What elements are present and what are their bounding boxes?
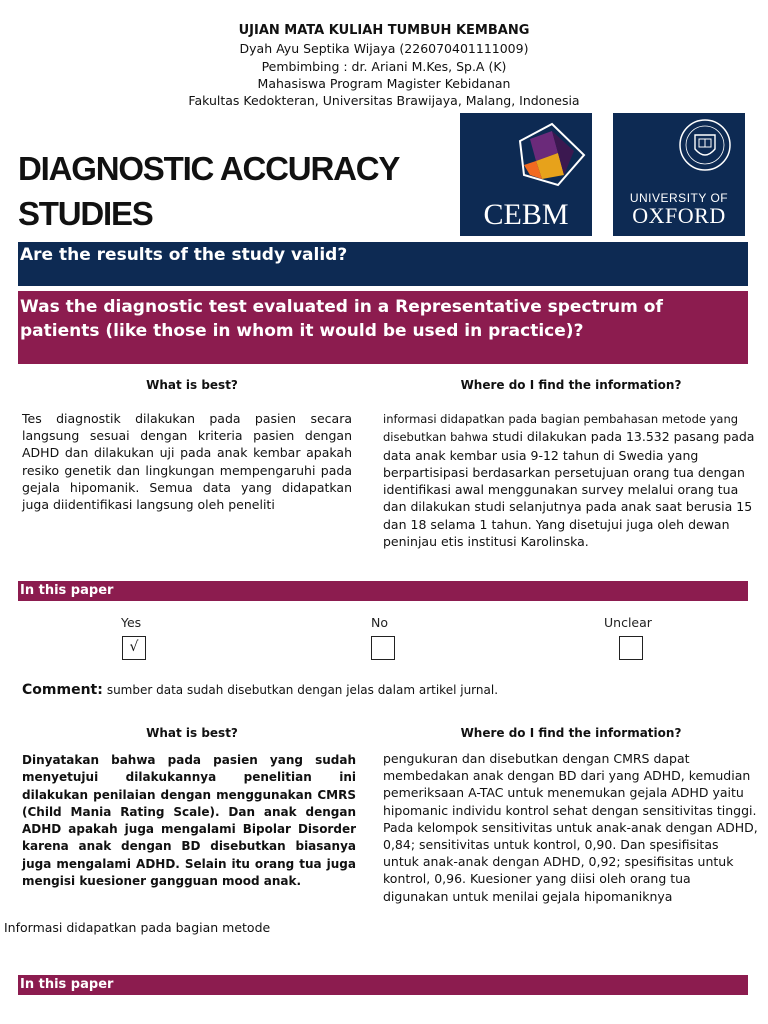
option-no-label: No	[371, 615, 388, 630]
what-is-best-heading: What is best?	[146, 378, 238, 392]
validity-question-banner: Are the results of the study valid?	[18, 242, 748, 286]
cebm-logo	[460, 113, 592, 236]
check-mark-icon: √	[129, 639, 139, 655]
where-info-heading-2: Where do I find the information?	[460, 726, 682, 740]
in-this-paper-banner-2: In this paper	[18, 975, 748, 995]
page-title: DIAGNOSTIC ACCURACY STUDIES	[18, 150, 399, 232]
cebm-emblem-icon	[460, 113, 592, 236]
what-is-best-heading-2: What is best?	[146, 726, 238, 740]
where-info-text-2: pengukuran dan disebutkan dengan CMRS dapat membedakan anak dengan BD dari yang ADHD, kemudian pemeriksaan A-TAC untuk menemukan gejala ADHD yaitu hipomanic individu kontrol sehat dengan sensitivitas tinggi. Pada kelompok sensitivitas untuk anak-anak dengan ADHD, 0,84; sensitivitas untuk kontrol, 0,90. Dan spesifisitas untuk anak-anak dengan ADHD, 0,92; spesifisitas untuk kontrol, 0,96. Kuesioner yang diisi oleh orang tua digunakan untuk menilai gejala hipomaniknya	[383, 751, 758, 904]
supervisor-line: Pembimbing : dr. Ariani M.Kes, Sp.A (K)	[261, 59, 507, 74]
exam-title: UJIAN MATA KULIAH TUMBUH KEMBANG	[238, 23, 530, 38]
oxford-logo-bottom-text: OXFORD	[632, 203, 726, 228]
where-info-body: studi dilakukan pada 13.532 pasang pada data anak kembar usia 9-12 tahun di Swedia yang berpartisipasi berdasarkan persetujuan orang tua dengan identifikasi awal menggunakan survey melalui orang tua dan dilakukan studi selanjutnya pada anak saat berusia 15 dan 18 selama 1 tahun. Yang disetujui juga oleh dewan peninjau etis institusi Karolinska.	[383, 429, 755, 550]
comment-label: Comment:	[22, 682, 103, 698]
what-is-best-text: Tes diagnostik dilakukan pada pasien secara langsung sesuai dengan kriteria pasien dengan ADHD dan dilakukan uji pada anak kembar apakah resiko genetik dan lingkungan mempengaruhi pada gejala hipomanik. Semua data yang didapatkan juga diidentifikasi langsung oleh peneliti	[22, 411, 352, 513]
option-unclear-checkbox[interactable]	[619, 636, 643, 660]
program-line: Mahasiswa Program Magister Kebidanan	[257, 76, 511, 91]
faculty-line: Fakultas Kedokteran, Universitas Brawijaya, Malang, Indonesia	[188, 93, 580, 108]
author-line: Dyah Ayu Septika Wijaya (226070401111009)	[239, 41, 529, 56]
oxford-logo-top-text: UNIVERSITY OF	[629, 191, 729, 205]
cebm-logo-text: CEBM	[483, 198, 569, 231]
where-info-text	[383, 410, 755, 550]
oxford-crest-icon	[613, 113, 745, 236]
option-yes-label: Yes	[121, 615, 142, 630]
what-is-best-text-2: Dinyatakan bahwa pada pasien yang sudah menyetujui dilakukannya penelitian ini dilakukan penilaian dengan menggunakan CMRS (Child Mania Rating Scale). Dan anak dengan ADHD apakah juga mengalami Bipolar Disorder karena anak dengan BD disebutkan biasanya juga mengalami ADHD. Selain itu orang tua juga mengisi kuesioner gangguan mood anak.	[22, 753, 356, 889]
where-info-heading: Where do I find the information?	[460, 378, 682, 392]
option-unclear-label: Unclear	[604, 615, 652, 630]
spectrum-question-banner: Was the diagnostic test evaluated in a Representative spectrum of patients (like those in whom it would be used in practice)?	[18, 291, 748, 364]
where-info-intro: informasi didapatkan pada bagian pembahasan metode yang disebutkan bahwa	[383, 412, 739, 445]
option-yes-checkbox[interactable]	[122, 636, 146, 660]
in-this-paper-banner: In this paper	[18, 581, 748, 601]
oxford-logo	[613, 113, 745, 236]
method-note-text: Informasi didapatkan pada bagian metode	[4, 920, 271, 935]
comment-text: sumber data sudah disebutkan dengan jelas dalam artikel jurnal.	[106, 683, 499, 697]
option-no-checkbox[interactable]	[371, 636, 395, 660]
comment-row	[22, 682, 498, 698]
